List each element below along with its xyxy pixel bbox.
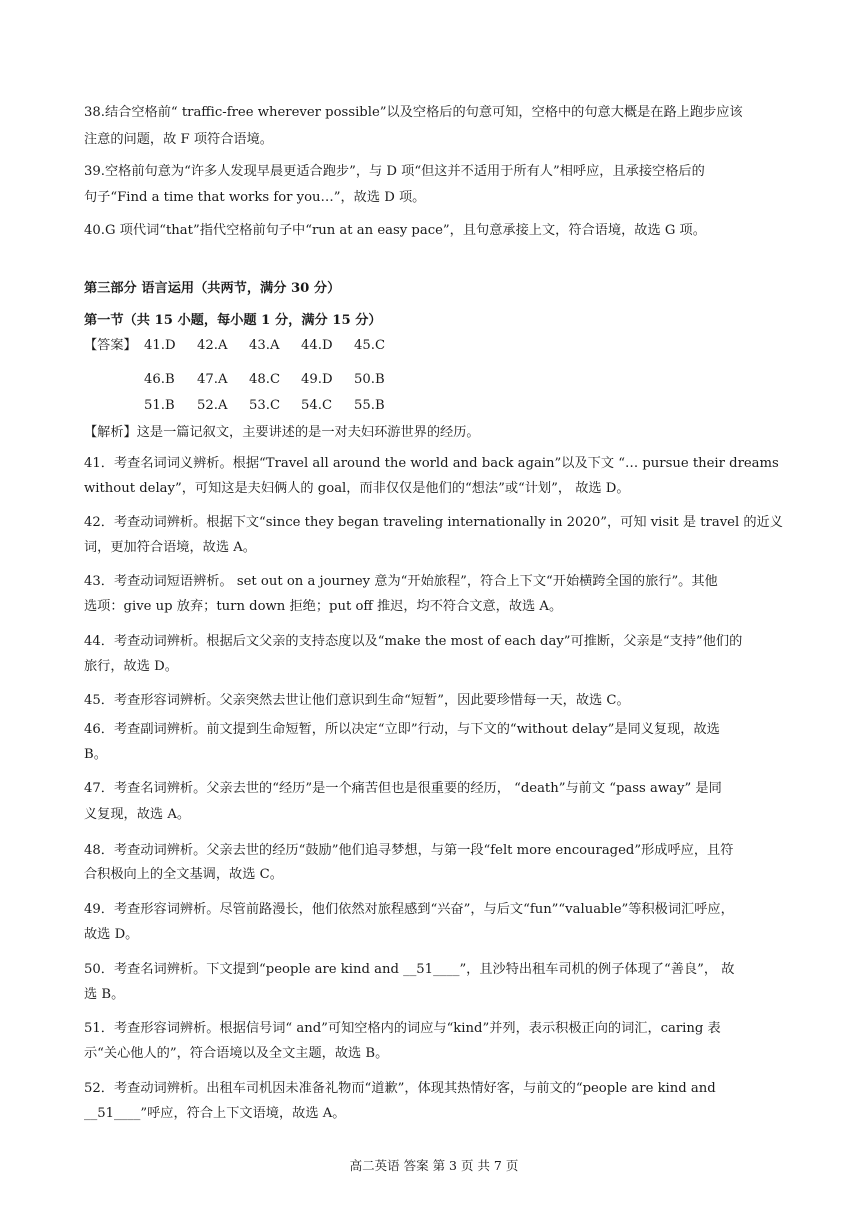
answer-45: 45.C <box>354 338 386 353</box>
answer-41: 41.D <box>144 338 176 353</box>
explanation-43-line-1: 43．考查动词短语辨析。 set out on a journey 意为“开始旅程”，符合上下文“开始横跨全国的旅行”。其他 <box>84 574 718 589</box>
answer-55: 55.B <box>354 398 385 413</box>
answer-50: 50.B <box>354 372 385 387</box>
explanation-52-line-2: __51____”呼应，符合上下文语境，故选 A。 <box>84 1106 346 1121</box>
explanation-48-line-1: 48．考查动词辨析。父亲去世的经历“鼓励”他们追寻梦想，与第一段“felt more encouraged”形成呼应，且符 <box>84 843 734 858</box>
explanation-50-line-1: 50．考查名词辨析。下文提到“people are kind and __51____”，且沙特出租车司机的例子体现了“善良”， 故 <box>84 962 735 977</box>
answer-row-3 <box>84 397 788 414</box>
answer-48: 48.C <box>249 372 281 387</box>
explanation-50-line-2: 选 B。 <box>84 987 125 1002</box>
item-39-line-2: 句子“Find a time that works for you…”，故选 D 项。 <box>84 190 426 205</box>
answer-43: 43.A <box>249 338 280 353</box>
answer-52: 52.A <box>197 398 228 413</box>
explanation-46-line-1: 46．考查副词辨析。前文提到生命短暂，所以决定“立即”行动，与下文的“without delay”是同义复现，故选 <box>84 722 720 737</box>
explanation-49-line-2: 故选 D。 <box>84 927 139 942</box>
explanation-41-line-2: without delay”，可知这是夫妇俩人的 goal，而非仅仅是他们的“想法”或“计划”， 故选 D。 <box>84 481 630 496</box>
item-39-line-1: 39.空格前句意为“许多人发现早晨更适合跑步”，与 D 项“但这并不适用于所有人”相呼应，且承接空格后的 <box>84 164 705 179</box>
answer-54: 54.C <box>301 398 333 413</box>
item-40-line-1: 40.G 项代词“that”指代空格前句子中“run at an easy pace”，且句意承接上文，符合语境，故选 G 项。 <box>84 223 706 238</box>
answer-label: 【答案】 <box>84 338 137 353</box>
explanation-49-line-1: 49．考查形容词辨析。尽管前路漫长，他们依然对旅程感到“兴奋”，与后文“fun”“valuable”等积极词汇呼应， <box>84 902 734 917</box>
section-subtitle: 第一节（共 15 小题，每小题 1 分，满分 15 分） <box>84 313 382 328</box>
explanation-48-line-2: 合积极向上的全文基调，故选 C。 <box>84 867 283 882</box>
answer-51: 51.B <box>144 398 175 413</box>
explanation-47-line-2: 义复现，故选 A。 <box>84 807 191 822</box>
explanation-51-line-2: 示“关心他人的”，符合语境以及全文主题，故选 B。 <box>84 1046 389 1061</box>
answer-49: 49.D <box>301 372 333 387</box>
explanation-42-line-1: 42．考查动词辨析。根据下文“since they began traveling internationally in 2020”，可知 visit 是 travel 的近义 <box>84 515 783 530</box>
explanation-44-line-2: 旅行，故选 D。 <box>84 659 178 674</box>
explanation-51-line-1: 51．考查形容词辨析。根据信号词“ and”可知空格内的词应与“kind”并列，表示积极正向的词汇，caring 表 <box>84 1021 721 1036</box>
answer-44: 44.D <box>301 338 333 353</box>
explanation-43-line-2: 选项：give up 放弃；turn down 拒绝；put off 推迟，均不符合文意，故选 A。 <box>84 599 563 614</box>
answer-row-1 <box>84 337 788 354</box>
item-38-line-2: 注意的问题，故 F 项符合语境。 <box>84 132 273 147</box>
answer-46: 46.B <box>144 372 175 387</box>
explanation-46-line-2: B。 <box>84 747 107 762</box>
explanation-47-line-1: 47．考查名词辨析。父亲去世的“经历”是一个痛苦但也是很重要的经历， “death”与前文 “pass away” 是同 <box>84 781 722 796</box>
analysis-intro: 【解析】这是一篇记叙文，主要讲述的是一对夫妇环游世界的经历。 <box>84 425 480 440</box>
answer-53: 53.C <box>249 398 281 413</box>
explanation-41-line-1: 41．考查名词词义辨析。根据“Travel all around the world and back again”以及下文 “… pursue their dreams <box>84 456 779 471</box>
answer-47: 47.A <box>197 372 228 387</box>
section-title: 第三部分 语言运用（共两节，满分 30 分） <box>84 281 341 296</box>
answer-row-2 <box>84 371 788 388</box>
page-footer: 高二英语 答案 第 3 页 共 7 页 <box>349 1158 519 1173</box>
explanation-52-line-1: 52．考查动词辨析。出租车司机因未准备礼物而“道歉”，体现其热情好客，与前文的“people are kind and <box>84 1081 716 1096</box>
explanation-42-line-2: 词，更加符合语境，故选 A。 <box>84 540 256 555</box>
explanation-45-line-1: 45．考查形容词辨析。父亲突然去世让他们意识到生命“短暂”，因此要珍惜每一天，故选 C。 <box>84 693 630 708</box>
item-38-line-1: 38.结合空格前“ traffic-free wherever possible”以及空格后的句意可知，空格中的句意大概是在路上跑步应该 <box>84 105 743 120</box>
answer-42: 42.A <box>197 338 228 353</box>
explanation-44-line-1: 44．考查动词辨析。根据后文父亲的支持态度以及“make the most of each day”可推断，父亲是“支持”他们的 <box>84 634 743 649</box>
